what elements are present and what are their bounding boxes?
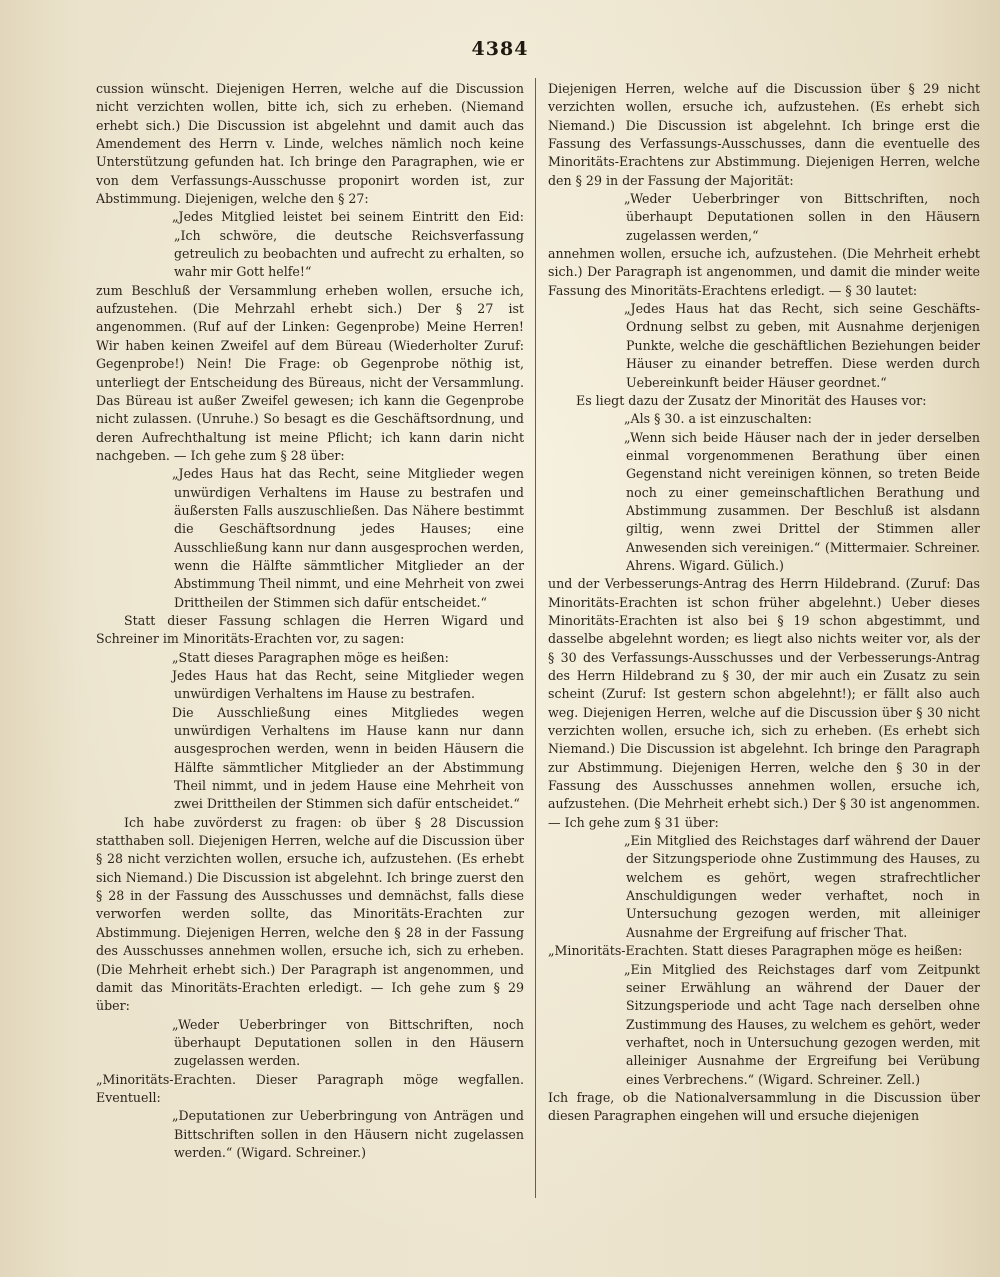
paragraph: Ich habe zuvörderst zu fragen: ob über § 28 Discussion statthaben soll. Diejenigen Herren, welche auf die Discussion über § 28 nicht verzichten wollen, ersuche ich, aufzustehen. (Es erhebt sich Niemand.) Die Discussion ist abgelehnt. Ich bringe zuerst den § 28 in der Fassung des Ausschusses und demnächst, falls diese verworfen werden sollte, das Minoritäts-Erachten zur Abstimmung. Diejenigen Herren, welche den § 28 in der Fassung des Ausschusses annehmen wollen, ersuche ich, sich zu erheben. (Die Mehrheit erhebt sich.) Der Paragraph ist angenommen, und damit das Minoritäts-Erachten erledigt. — Ich gehe zum § 29 über: <box>96 814 524 1014</box>
paragraph: Ich frage, ob die Nationalversammlung in die Discussion über diesen Paragraphen eingehen will und ersuche diejenigen <box>548 1089 980 1124</box>
right-column <box>548 80 980 1211</box>
paragraph: „Minoritäts-Erachten. Dieser Paragraph möge wegfallen. Eventuell: <box>96 1071 524 1105</box>
paragraph: und der Verbesserungs-Antrag des Herrn Hildebrand. (Zuruf: Das Minoritäts-Erachten ist schon früher abgelehnt.) Ueber dieses Minoritäts-Erachten ist also bei § 19 schon abgestimmt, und dasselbe abgelehnt worden; es liegt also nichts weiter vor, als der § 30 des Verfassungs-Ausschusses und der Verbesserungs-Antrag des Herrn Hildebrand zu § 30, der mir auch ein Zusatz zu sein scheint (Zuruf: Ist gestern schon abgelehnt!); er fällt also auch weg. Diejenigen Herren, welche auf die Discussion über § 30 nicht verzichten wollen, ersuche ich, sich zu erheben. (Es erhebt sich Niemand.) Die Discussion ist abgelehnt. Ich bringe den Paragraph zur Abstimmung. Diejenigen Herren, welche den § 30 in der Fassung des Ausschusses annehmen wollen, ersuche ich, aufzustehen. (Die Mehrheit erhebt sich.) Der § 30 ist angenommen. — Ich gehe zum § 31 über: <box>548 576 980 830</box>
paragraph: annehmen wollen, ersuche ich, aufzustehen. (Die Mehrheit erhebt sich.) Der Paragraph ist angenommen, und damit die minder weite Fassung des Minoritäts-Erachtens erledigt. — § 30 lautet: <box>548 246 980 298</box>
paragraph: „Statt dieses Paragraphen möge es heißen: <box>172 649 449 665</box>
paragraph: Die Ausschließung eines Mitgliedes wegen unwürdigen Verhaltens im Hause kann nur dann ausgesprochen werden, wenn in beiden Häusern die Hälfte sämmtlicher Mitglieder an der Abstimmung Theil nimmt, und in jedem Hause eine Mehrheit von zwei Drittheilen der Stimmen sich dafür entscheidet.“ <box>172 704 524 812</box>
paragraph: zum Beschluß der Versammlung erheben wollen, ersuche ich, aufzustehen. (Die Mehrzahl erhebt sich.) Der § 27 ist angenommen. (Ruf auf der Linken: Gegenprobe) Meine Herren! Wir haben keinen Zweifel auf dem Büreau (Wiederholter Zuruf: Gegenprobe!) Nein! Die Frage: ob Gegenprobe nöthig ist, unterliegt der Entscheidung des Büreaus, nicht der Versammlung. Das Büreau ist außer Zweifel gewesen; ich kann die Gegenprobe nicht zulassen. (Unruhe.) So besagt es die Geschäftsordnung, und deren Aufrechthaltung ist meine Pflicht; ich kann darin nicht nachgeben. — Ich gehe zum § 28 über: <box>96 282 524 463</box>
paragraph: „Jedes Haus hat das Recht, seine Mitglieder wegen unwürdigen Verhaltens im Hause zu bestrafen und äußersten Falls auszuschließen. Das Nähere bestimmt die Geschäftsordnung jedes Hauses; eine Ausschließung kann nur dann ausgesprochen werden, wenn die Hälfte sämmtlicher Mitglieder an der Abstimmung Theil nimmt, und eine Mehrheit von zwei Drittheilen der Stimmen sich dafür entscheidet.“ <box>172 466 524 610</box>
paragraph: Jedes Haus hat das Recht, seine Mitglieder wegen unwürdigen Verhaltens im Hause zu bestrafen. <box>172 668 524 702</box>
paragraph: Statt dieser Fassung schlagen die Herren Wigard und Schreiner im Minoritäts-Erachten vor, zu sagen: <box>96 612 524 647</box>
paragraph: „Weder Ueberbringer von Bittschriften, noch überhaupt Deputationen sollen in den Häusern zugelassen werden. <box>172 1016 524 1069</box>
paragraph: „Weder Ueberbringer von Bittschriften, noch überhaupt Deputationen sollen in den Häusern zugelassen werden,“ <box>624 191 980 243</box>
paragraph: „Ein Mitglied des Reichstages darf während der Dauer der Sitzungsperiode ohne Zustimmung des Hauses, zu welchem es gehört, wegen strafrechtlicher Anschuldigungen weder verhaftet, noch in Untersuchung gezogen werden, mit alleiniger Ausnahme der Ergreifung auf frischer That. <box>624 833 980 940</box>
paragraph: „Als § 30. a ist einzuschalten: <box>624 411 812 427</box>
paragraph: cussion wünscht. Diejenigen Herren, welche auf die Discussion nicht verzichten wollen, bitte ich, sich zu erheben. (Niemand erhebt sich.) Die Discussion ist abgelehnt und damit auch das Amendement des Herrn v. Linde, welches nämlich noch keine Unterstützung gefunden hat. Ich bringe den Paragraphen, wie er von dem Verfassungs-Ausschusse proponirt worden ist, zur Abstimmung. Diejenigen, welche den § 27: <box>96 81 524 207</box>
paragraph: „Jedes Haus hat das Recht, sich seine Geschäfts-Ordnung selbst zu geben, mit Ausnahme derjenigen Punkte, welche die geschäftlichen Beziehungen beider Häuser zu einander betreffen. Diese werden durch Uebereinkunft beider Häuser geordnet.“ <box>624 301 980 390</box>
paragraph: „Minoritäts-Erachten. Statt dieses Paragraphen möge es heißen: <box>548 943 963 959</box>
paragraph: „Wenn sich beide Häuser nach der in jeder derselben einmal vorgenommenen Berathung über einen Gegenstand nicht vereinigen können, so treten Beide noch zu einer gemeinschaftlichen Berathung und Abstimmung zusammen. Der Beschluß ist alsdann giltig, wenn zwei Drittel der Stimmen aller Anwesenden sich vereinigen.“ (Mittermaier. Schreiner. Ahrens. Wigard. Gülich.) <box>624 429 980 573</box>
paragraph: Diejenigen Herren, welche auf die Discussion über § 29 nicht verzichten wollen, ersuche ich, aufzustehen. (Es erhebt sich Niemand.) Die Discussion ist abgelehnt. Ich bringe erst die Fassung des Verfassungs-Ausschusses, dann die eventuelle des Minoritäts-Erachtens zur Abstimmung. Diejenigen Herren, welche den § 29 in der Fassung der Majorität: <box>548 81 980 188</box>
left-column <box>96 80 524 1211</box>
paragraph: Es liegt dazu der Zusatz der Minorität des Hauses vor: <box>576 392 927 408</box>
page-number: 4384 <box>471 38 529 60</box>
paragraph: „Jedes Mitglied leistet bei seinem Eintritt den Eid: „Ich schwöre, die deutsche Reichsverfassung getreulich zu beobachten und aufrecht zu erhalten, so wahr mir Gott helfe!“ <box>172 209 524 280</box>
paragraph: „Ein Mitglied des Reichstages darf vom Zeitpunkt seiner Erwählung an während der Dauer der Sitzungsperiode und acht Tage nach derselben ohne Zustimmung des Hauses, zu welchem es gehört, weder verhaftet, noch in Untersuchung gezogen werden, mit alleiniger Ausnahme der Ergreifung bei Verübung eines Verbrechens.“ (Wigard. Schreiner. Zell.) <box>624 961 980 1087</box>
column-divider <box>535 78 536 1198</box>
paragraph: „Deputationen zur Ueberbringung von Anträgen und Bittschriften sollen in den Häusern nicht zugelassen werden.“ (Wigard. Schreiner.) <box>172 1108 524 1160</box>
